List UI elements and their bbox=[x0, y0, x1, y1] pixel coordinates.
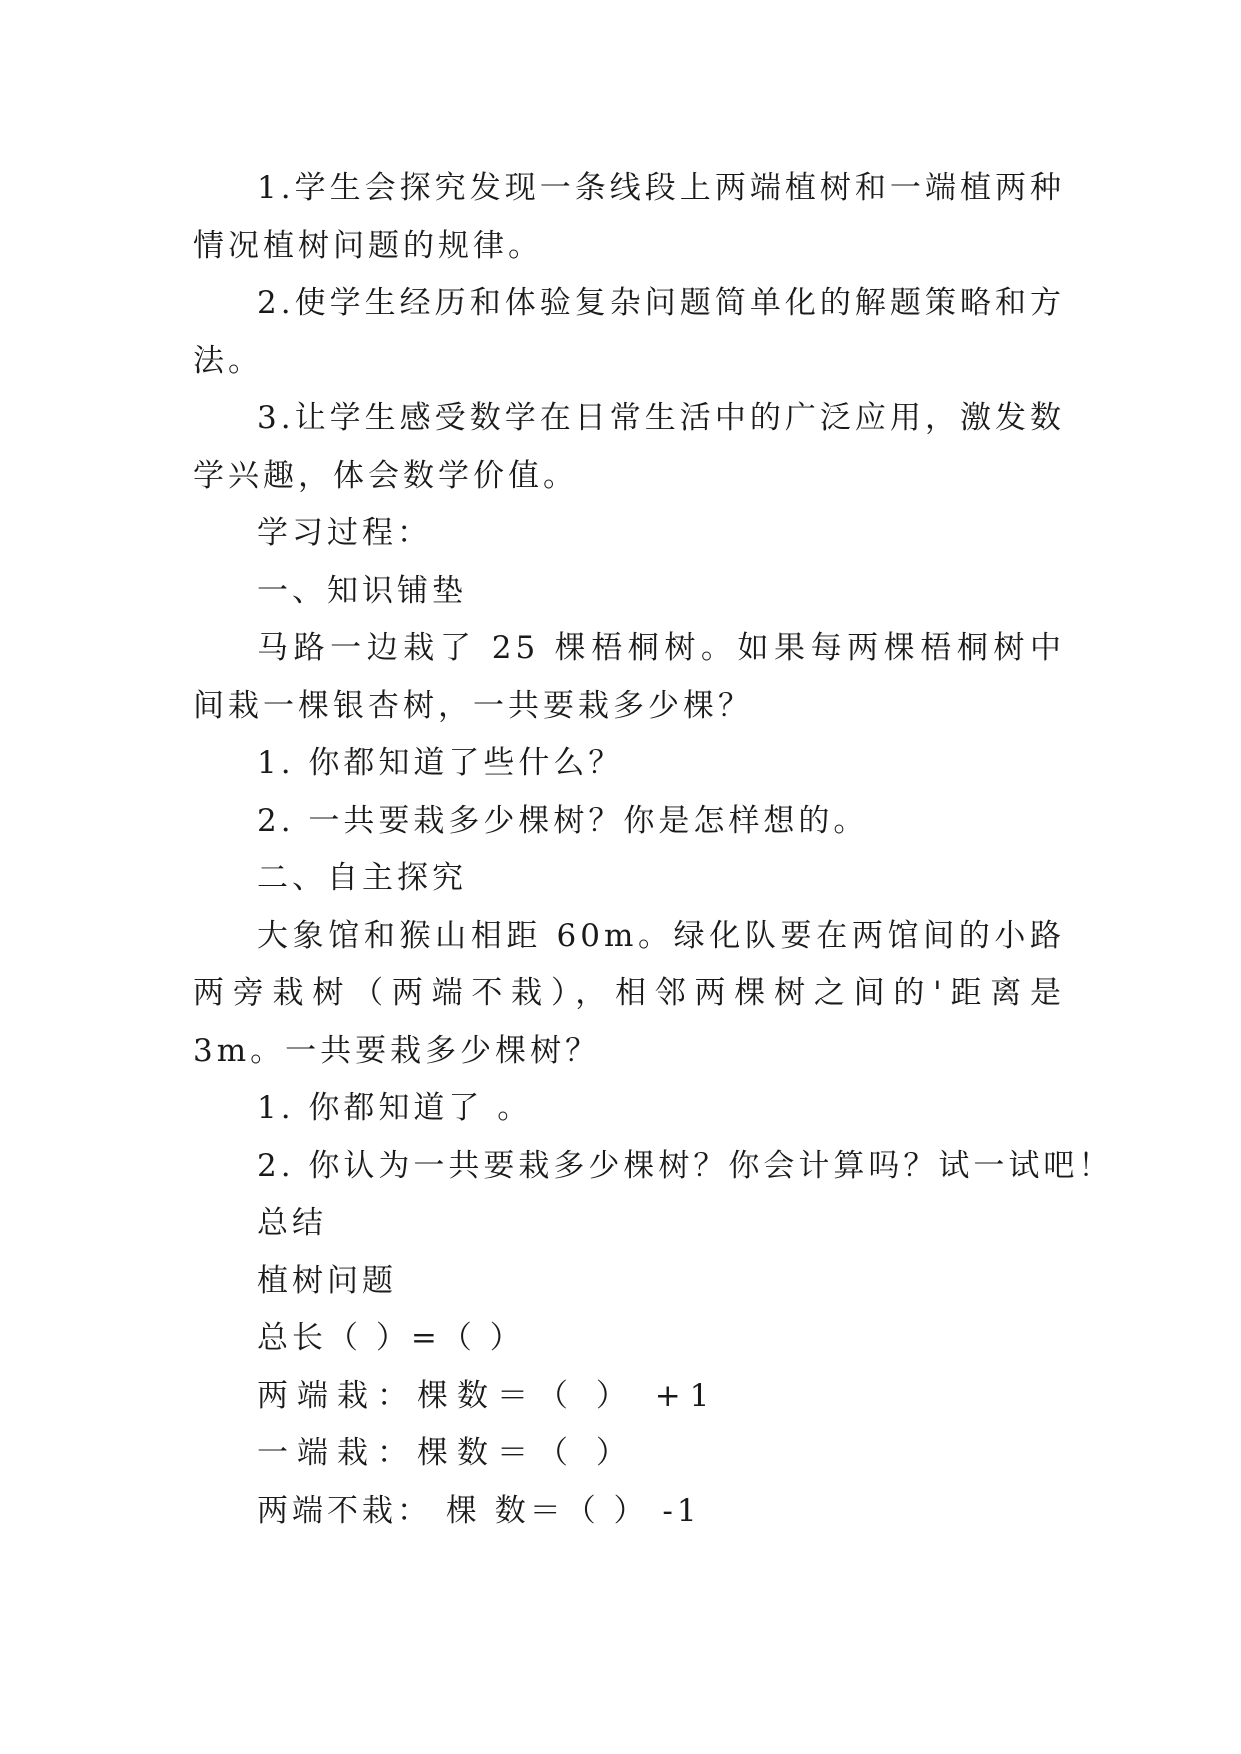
objective-2: 2.使学生经历和体验复杂问题简单化的解题策略和方法。 bbox=[193, 285, 1065, 379]
problem-1-question-2: 2. 一共要栽多少棵树？你是怎样想的。 bbox=[257, 802, 869, 839]
objective-1: 1.学生会探究发现一条线段上两端植树和一端植两种情况植树问题的规律。 bbox=[193, 170, 1065, 264]
document-body bbox=[193, 160, 1114, 1540]
section-heading-knowledge: 一、知识铺垫 bbox=[257, 572, 467, 609]
summary-topic: 植树问题 bbox=[257, 1262, 397, 1299]
problem-2-question-2: 2. 你认为一共要栽多少棵树？你会计算吗？试一试吧！ bbox=[257, 1147, 1114, 1184]
formula-total-length: 总长（ ）=（ ） bbox=[257, 1320, 525, 1356]
formula-one-end: 一端栽：棵数＝（ ） bbox=[257, 1435, 636, 1471]
formula-both-ends: 两端栽：棵数＝（ ） +1 bbox=[257, 1377, 719, 1414]
problem-1-question-1: 1. 你都知道了些什么？ bbox=[257, 745, 624, 781]
problem-2: 大象馆和猴山相距 60m。绿化队要在两馆间的小路两旁栽树（两端不栽），相邻两棵树之间的'距离是 3m。一共要栽多少棵树？ bbox=[193, 917, 1065, 1069]
section-heading-process: 学习过程： bbox=[257, 515, 432, 551]
summary-heading: 总结 bbox=[257, 1205, 327, 1241]
formula-no-ends: 两端不栽： 棵 数＝（ ） -1 bbox=[257, 1492, 701, 1529]
objective-3: 3.让学生感受数学在日常生活中的广泛应用，激发数学兴趣，体会数学价值。 bbox=[193, 400, 1065, 494]
problem-2-question-1: 1. 你都知道了 。 bbox=[257, 1090, 533, 1126]
section-heading-explore: 二、自主探究 bbox=[257, 860, 467, 896]
problem-1: 马路一边栽了 25 棵梧桐树。如果每两棵梧桐树中间栽一棵银杏树，一共要栽多少棵？ bbox=[193, 630, 1065, 724]
